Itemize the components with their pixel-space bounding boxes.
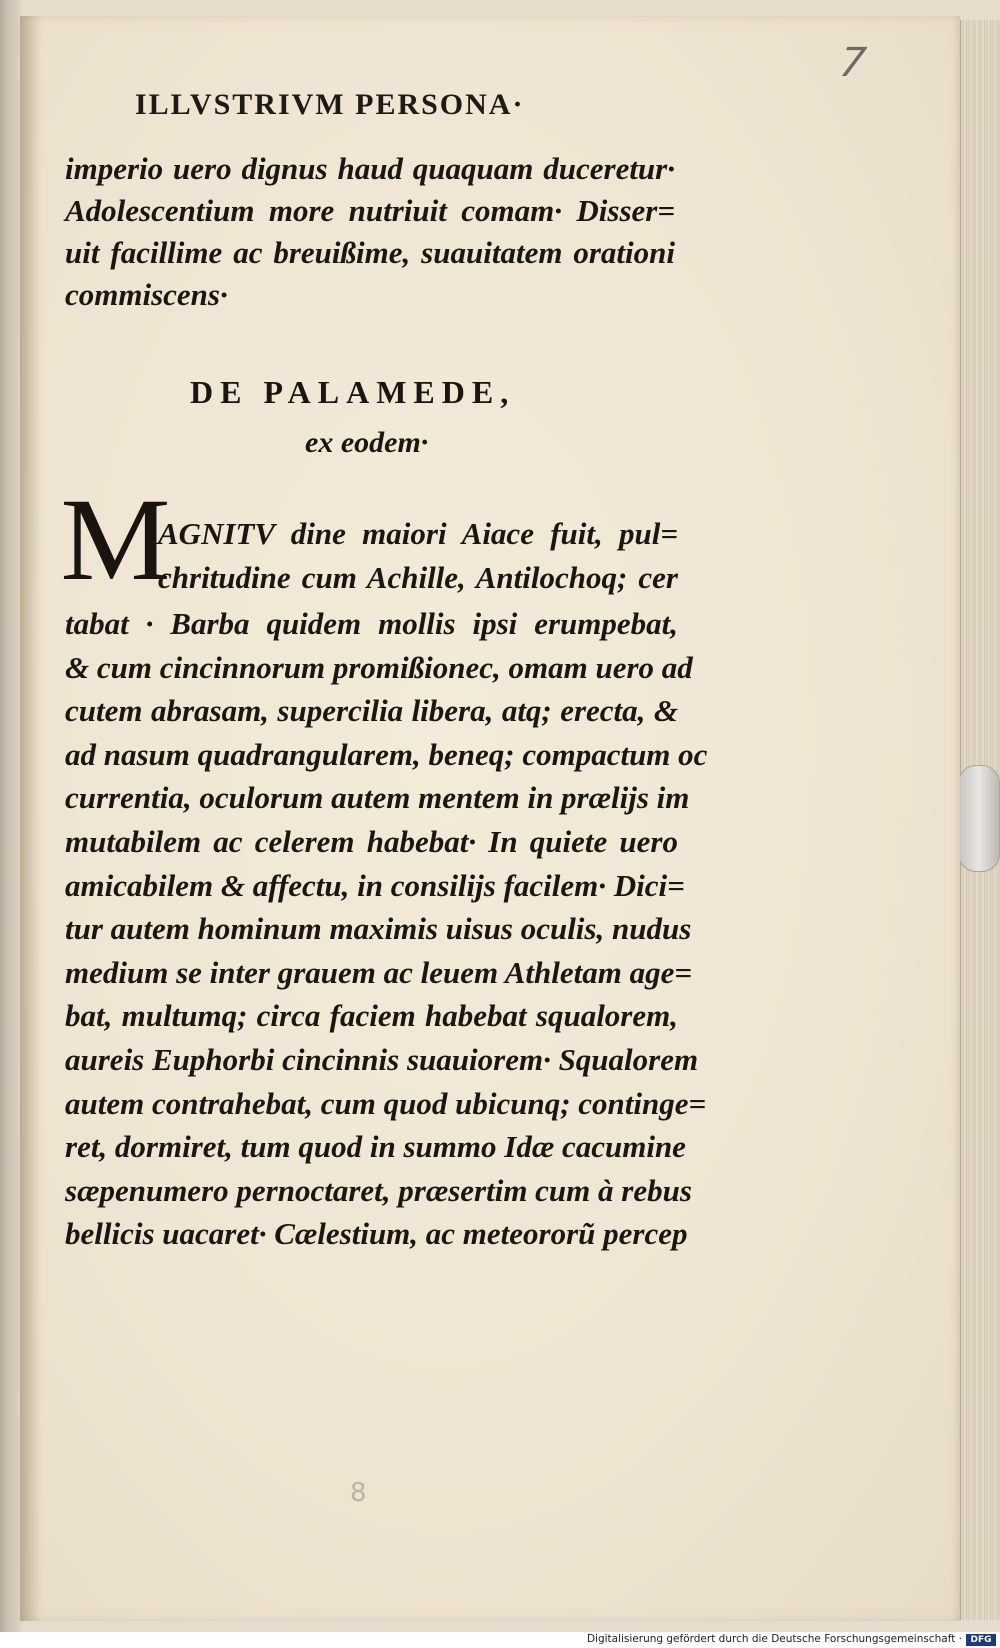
text-line: imperio uero dignus haud quaquam duceretur· bbox=[65, 151, 675, 186]
text-line: commiscens· bbox=[65, 277, 228, 312]
text-line: Adolescentium more nutriuit comam· Disser= bbox=[65, 193, 675, 228]
text-line: autem contrahebat, cum quod ubicunq; continge= bbox=[65, 1085, 707, 1121]
dfg-logo[interactable]: DFG bbox=[966, 1634, 996, 1646]
text-line: aureis Euphorbi cincinnis suauiorem· Squalorem bbox=[65, 1041, 699, 1077]
text-line: sæpenumero pernoctaret, præsertim cum à rebus bbox=[65, 1172, 692, 1208]
digitization-credit: Digitalisierung gefördert durch die Deutsche Forschungsgemeinschaft · bbox=[586, 1633, 962, 1645]
gutter-shadow bbox=[20, 16, 42, 1621]
text-line: tabat · Barba quidem mollis ipsi erumpebat, bbox=[65, 606, 678, 641]
pencil-mark: 8 bbox=[350, 1478, 367, 1508]
book-clasp bbox=[958, 765, 1000, 872]
text-line: medium se inter grauem ac leuem Athletam age= bbox=[65, 954, 693, 990]
text-line: amicabilem & affectu, in consilijs facilem· Dici= bbox=[65, 867, 685, 903]
text-line: tur autem hominum maximis uisus oculis, nudus bbox=[65, 911, 692, 947]
text-line: cutem abrasam, supercilia libera, atq; erecta, & bbox=[65, 693, 678, 729]
text-line: ret, dormiret, tum quod in summo Idæ cacumine bbox=[65, 1129, 686, 1165]
text-line: bat, multumq; circa faciem habebat squalorem, bbox=[65, 998, 678, 1034]
text-line: uit facillime ac breuißime, suauitatem orationi bbox=[65, 235, 675, 270]
page-number-handwritten: 7 bbox=[836, 40, 869, 86]
section-subheading: ex eodem· bbox=[305, 426, 429, 459]
section-heading: DE PALAMEDE, bbox=[190, 374, 516, 410]
text-line: mutabilem ac celerem habebat· In quiete uero bbox=[65, 823, 678, 859]
running-head: ILLVSTRIVM PERSONA· bbox=[135, 88, 525, 121]
main-paragraph bbox=[65, 602, 708, 1256]
text-line: & cum cincinnorum promißionec, omam uero ad bbox=[65, 649, 693, 685]
paragraph-continuation bbox=[65, 148, 675, 316]
text-line: chritudine cum Achille, Antilochoq; cer bbox=[158, 560, 678, 595]
text-line: currentia, oculorum autem mentem in prælijs im bbox=[65, 780, 690, 816]
text-line: ad nasum quadrangularem, beneq; compactum oc bbox=[65, 736, 708, 772]
text-line: AGNITV dine maiori Aiace fuit, pul= bbox=[158, 516, 678, 551]
drop-cap: M bbox=[60, 474, 171, 605]
text-line: bellicis uacaret· Cælestium, ac meteororũ percep bbox=[65, 1216, 688, 1252]
drop-cap-lines bbox=[158, 512, 678, 600]
